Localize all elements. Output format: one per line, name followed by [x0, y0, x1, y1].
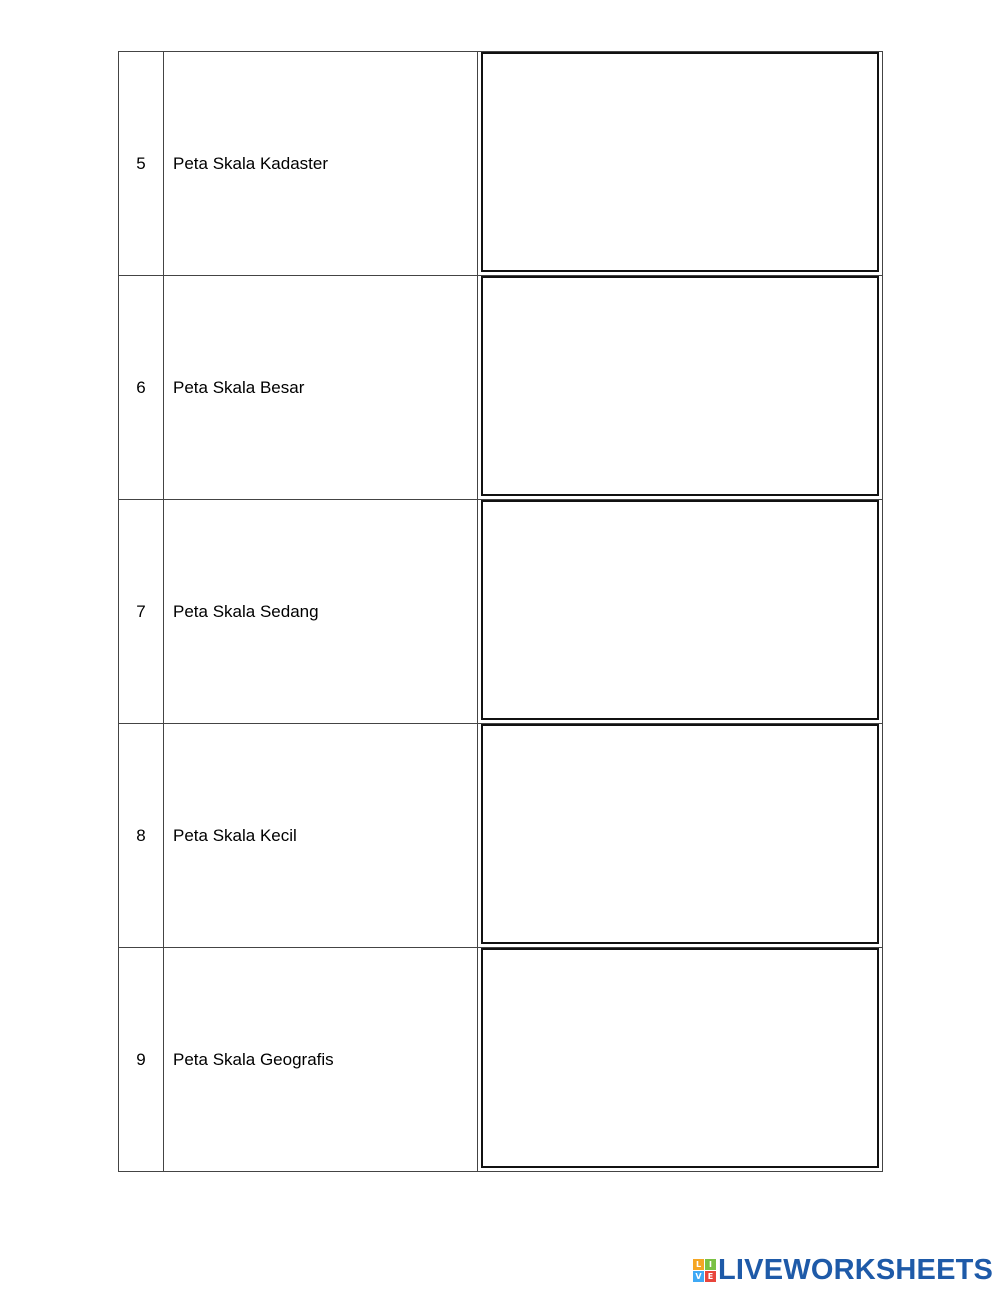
worksheet-table [118, 51, 883, 1172]
answer-drop-box[interactable] [481, 500, 879, 720]
row-number: 7 [119, 500, 164, 724]
answer-drop-box[interactable] [481, 948, 879, 1168]
row-number: 9 [119, 948, 164, 1172]
answer-drop-box[interactable] [481, 276, 879, 496]
row-label: Peta Skala Besar [164, 276, 478, 500]
answer-cell [478, 500, 883, 724]
answer-drop-box[interactable] [481, 724, 879, 944]
answer-drop-box[interactable] [481, 52, 879, 272]
table-row [119, 276, 883, 500]
row-label: Peta Skala Geografis [164, 948, 478, 1172]
row-label: Peta Skala Kadaster [164, 52, 478, 276]
answer-cell [478, 52, 883, 276]
logo-text: LIVEWORKSHEETS [718, 1254, 994, 1286]
table-row [119, 948, 883, 1172]
answer-cell [478, 948, 883, 1172]
logo-mark-icon [693, 1259, 716, 1282]
logo-mark-letter: L [693, 1259, 704, 1270]
liveworksheets-logo [693, 1254, 993, 1287]
answer-cell [478, 276, 883, 500]
table-row [119, 52, 883, 276]
answer-cell [478, 724, 883, 948]
row-label: Peta Skala Sedang [164, 500, 478, 724]
row-number: 8 [119, 724, 164, 948]
logo-mark-letter: I [705, 1259, 716, 1270]
table-row [119, 500, 883, 724]
logo-mark-letter: V [693, 1271, 704, 1282]
row-label: Peta Skala Kecil [164, 724, 478, 948]
logo-mark-letter: E [705, 1271, 716, 1282]
table-row [119, 724, 883, 948]
row-number: 5 [119, 52, 164, 276]
row-number: 6 [119, 276, 164, 500]
